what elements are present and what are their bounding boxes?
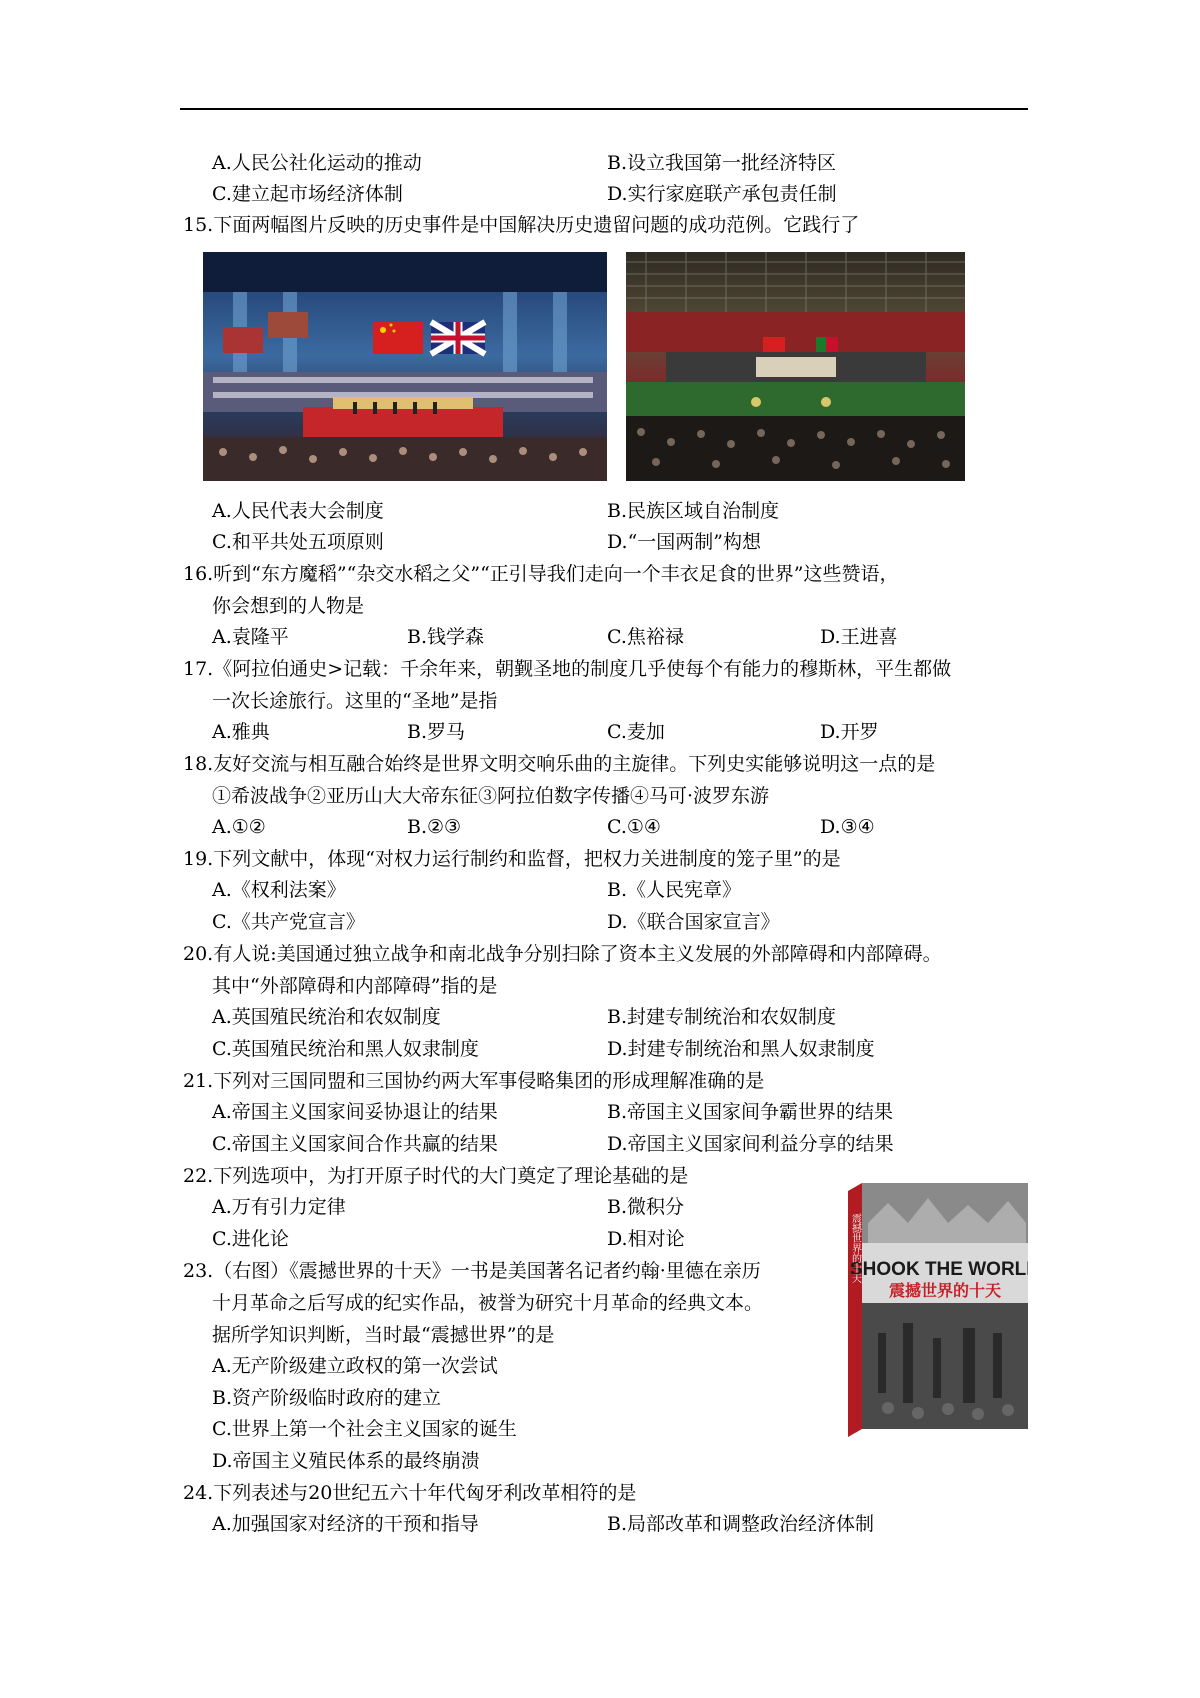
q20-option-c: C.英国殖民统治和黑人奴隶制度 bbox=[212, 1038, 479, 1060]
q17-option-b: B.罗马 bbox=[407, 721, 466, 743]
q16-stem-line2: 你会想到的人物是 bbox=[212, 595, 365, 617]
q19-stem: 19.下列文献中，体现“对权力运行制约和监督，把权力关进制度的笼子里”的是 bbox=[183, 848, 841, 870]
header-rule bbox=[180, 108, 1028, 110]
q14-option-c: C.建立起市场经济体制 bbox=[212, 183, 403, 205]
q20-option-b: B.封建专制统治和农奴制度 bbox=[607, 1006, 837, 1028]
q14-option-d: D.实行家庭联产承包责任制 bbox=[607, 183, 837, 205]
q23-option-a: A.无产阶级建立政权的第一次尝试 bbox=[212, 1355, 498, 1377]
q24-stem: 24.下列表述与20世纪五六十年代匈牙利改革相符的是 bbox=[183, 1482, 637, 1504]
q17-option-d: D.开罗 bbox=[820, 721, 879, 743]
book-cover-image bbox=[848, 1183, 1028, 1437]
q18-option-a: A.①② bbox=[212, 816, 266, 838]
q23-stem-line2: 十月革命之后写成的纪实作品，被誉为研究十月革命的经典文本。 bbox=[212, 1292, 764, 1314]
q22-option-b: B.微积分 bbox=[607, 1196, 685, 1218]
q14-option-b: B.设立我国第一批经济特区 bbox=[607, 152, 837, 174]
book-spine-title: 震撼世界的十天 bbox=[849, 1213, 861, 1283]
q19-option-a: A.《权利法案》 bbox=[212, 879, 346, 901]
q24-option-b: B.局部改革和调整政治经济体制 bbox=[607, 1513, 875, 1535]
q20-option-a: A.英国殖民统治和农奴制度 bbox=[212, 1006, 441, 1028]
q18-stem-line2: ①希波战争②亚历山大大帝东征③阿拉伯数字传播④马可·波罗东游 bbox=[212, 785, 770, 807]
q17-option-c: C.麦加 bbox=[607, 721, 665, 743]
q21-option-c: C.帝国主义国家间合作共赢的结果 bbox=[212, 1133, 498, 1155]
q24-option-a: A.加强国家对经济的干预和指导 bbox=[212, 1513, 479, 1535]
q16-option-d: D.王进喜 bbox=[820, 626, 898, 648]
q23-option-c: C.世界上第一个社会主义国家的诞生 bbox=[212, 1418, 517, 1440]
handover-photo-hongkong bbox=[203, 252, 607, 481]
q17-stem-line2: 一次长途旅行。这里的“圣地”是指 bbox=[212, 690, 498, 712]
q15-option-c: C.和平共处五项原则 bbox=[212, 531, 384, 553]
q22-stem: 22.下列选项中，为打开原子时代的大门奠定了理论基础的是 bbox=[183, 1165, 689, 1187]
q15-option-d: D.“一国两制”构想 bbox=[607, 531, 762, 553]
q23-stem-line3: 据所学知识判断，当时最“震撼世界”的是 bbox=[212, 1324, 555, 1346]
q17-stem-line1: 17.《阿拉伯通史>记载：千余年来，朝觐圣地的制度几乎使每个有能力的穆斯林，平生都做 bbox=[183, 658, 952, 680]
q15-stem: 15.下面两幅图片反映的历史事件是中国解决历史遗留问题的成功范例。它践行了 bbox=[183, 214, 860, 236]
q19-option-d: D.《联合国家宣言》 bbox=[607, 911, 780, 933]
q15-option-a: A.人民代表大会制度 bbox=[212, 500, 384, 522]
q16-option-a: A.袁隆平 bbox=[212, 626, 289, 648]
q22-option-c: C.进化论 bbox=[212, 1228, 289, 1250]
q18-option-b: B.②③ bbox=[407, 816, 462, 838]
handover-photo-macau bbox=[626, 252, 965, 481]
q19-option-b: B.《人民宪章》 bbox=[607, 879, 742, 901]
q18-option-d: D.③④ bbox=[820, 816, 875, 838]
q21-stem: 21.下列对三国同盟和三国协约两大军事侵略集团的形成理解准确的是 bbox=[183, 1070, 765, 1092]
q20-stem-line1: 20.有人说:美国通过独立战争和南北战争分别扫除了资本主义发展的外部障碍和内部障碍。 bbox=[183, 943, 942, 965]
q23-option-d: D.帝国主义殖民体系的最终崩溃 bbox=[212, 1450, 480, 1472]
book-title-cn: 震撼世界的十天 bbox=[888, 1281, 1002, 1300]
q21-option-b: B.帝国主义国家间争霸世界的结果 bbox=[607, 1101, 894, 1123]
q21-option-a: A.帝国主义国家间妥协退让的结果 bbox=[212, 1101, 498, 1123]
q19-option-c: C.《共产党宣言》 bbox=[212, 911, 365, 933]
q16-stem-line1: 16.听到“东方魔稻”“杂交水稻之父”“正引导我们走向一个丰衣足食的世界”这些赞语， bbox=[183, 563, 899, 585]
q20-stem-line2: 其中“外部障碍和内部障碍”指的是 bbox=[212, 975, 498, 997]
q21-option-d: D.帝国主义国家间利益分享的结果 bbox=[607, 1133, 894, 1155]
q20-option-d: D.封建专制统治和黑人奴隶制度 bbox=[607, 1038, 875, 1060]
q17-option-a: A.雅典 bbox=[212, 721, 270, 743]
book-title-en: SHOOK THE WORLD bbox=[850, 1259, 1028, 1280]
q18-stem-line1: 18.友好交流与相互融合始终是世界文明交响乐曲的主旋律。下列史实能够说明这一点的是 bbox=[183, 753, 936, 775]
q15-option-b: B.民族区域自治制度 bbox=[607, 500, 780, 522]
q14-option-a: A.人民公社化运动的推动 bbox=[212, 152, 422, 174]
q23-option-b: B.资产阶级临时政府的建立 bbox=[212, 1387, 442, 1409]
q22-option-d: D.相对论 bbox=[607, 1228, 685, 1250]
q22-option-a: A.万有引力定律 bbox=[212, 1196, 346, 1218]
q23-stem-line1: 23.（右图）《震撼世界的十天》一书是美国著名记者约翰·里德在亲历 bbox=[183, 1260, 761, 1282]
q18-option-c: C.①④ bbox=[607, 816, 661, 838]
q16-option-b: B.钱学森 bbox=[407, 626, 485, 648]
q16-option-c: C.焦裕禄 bbox=[607, 626, 684, 648]
